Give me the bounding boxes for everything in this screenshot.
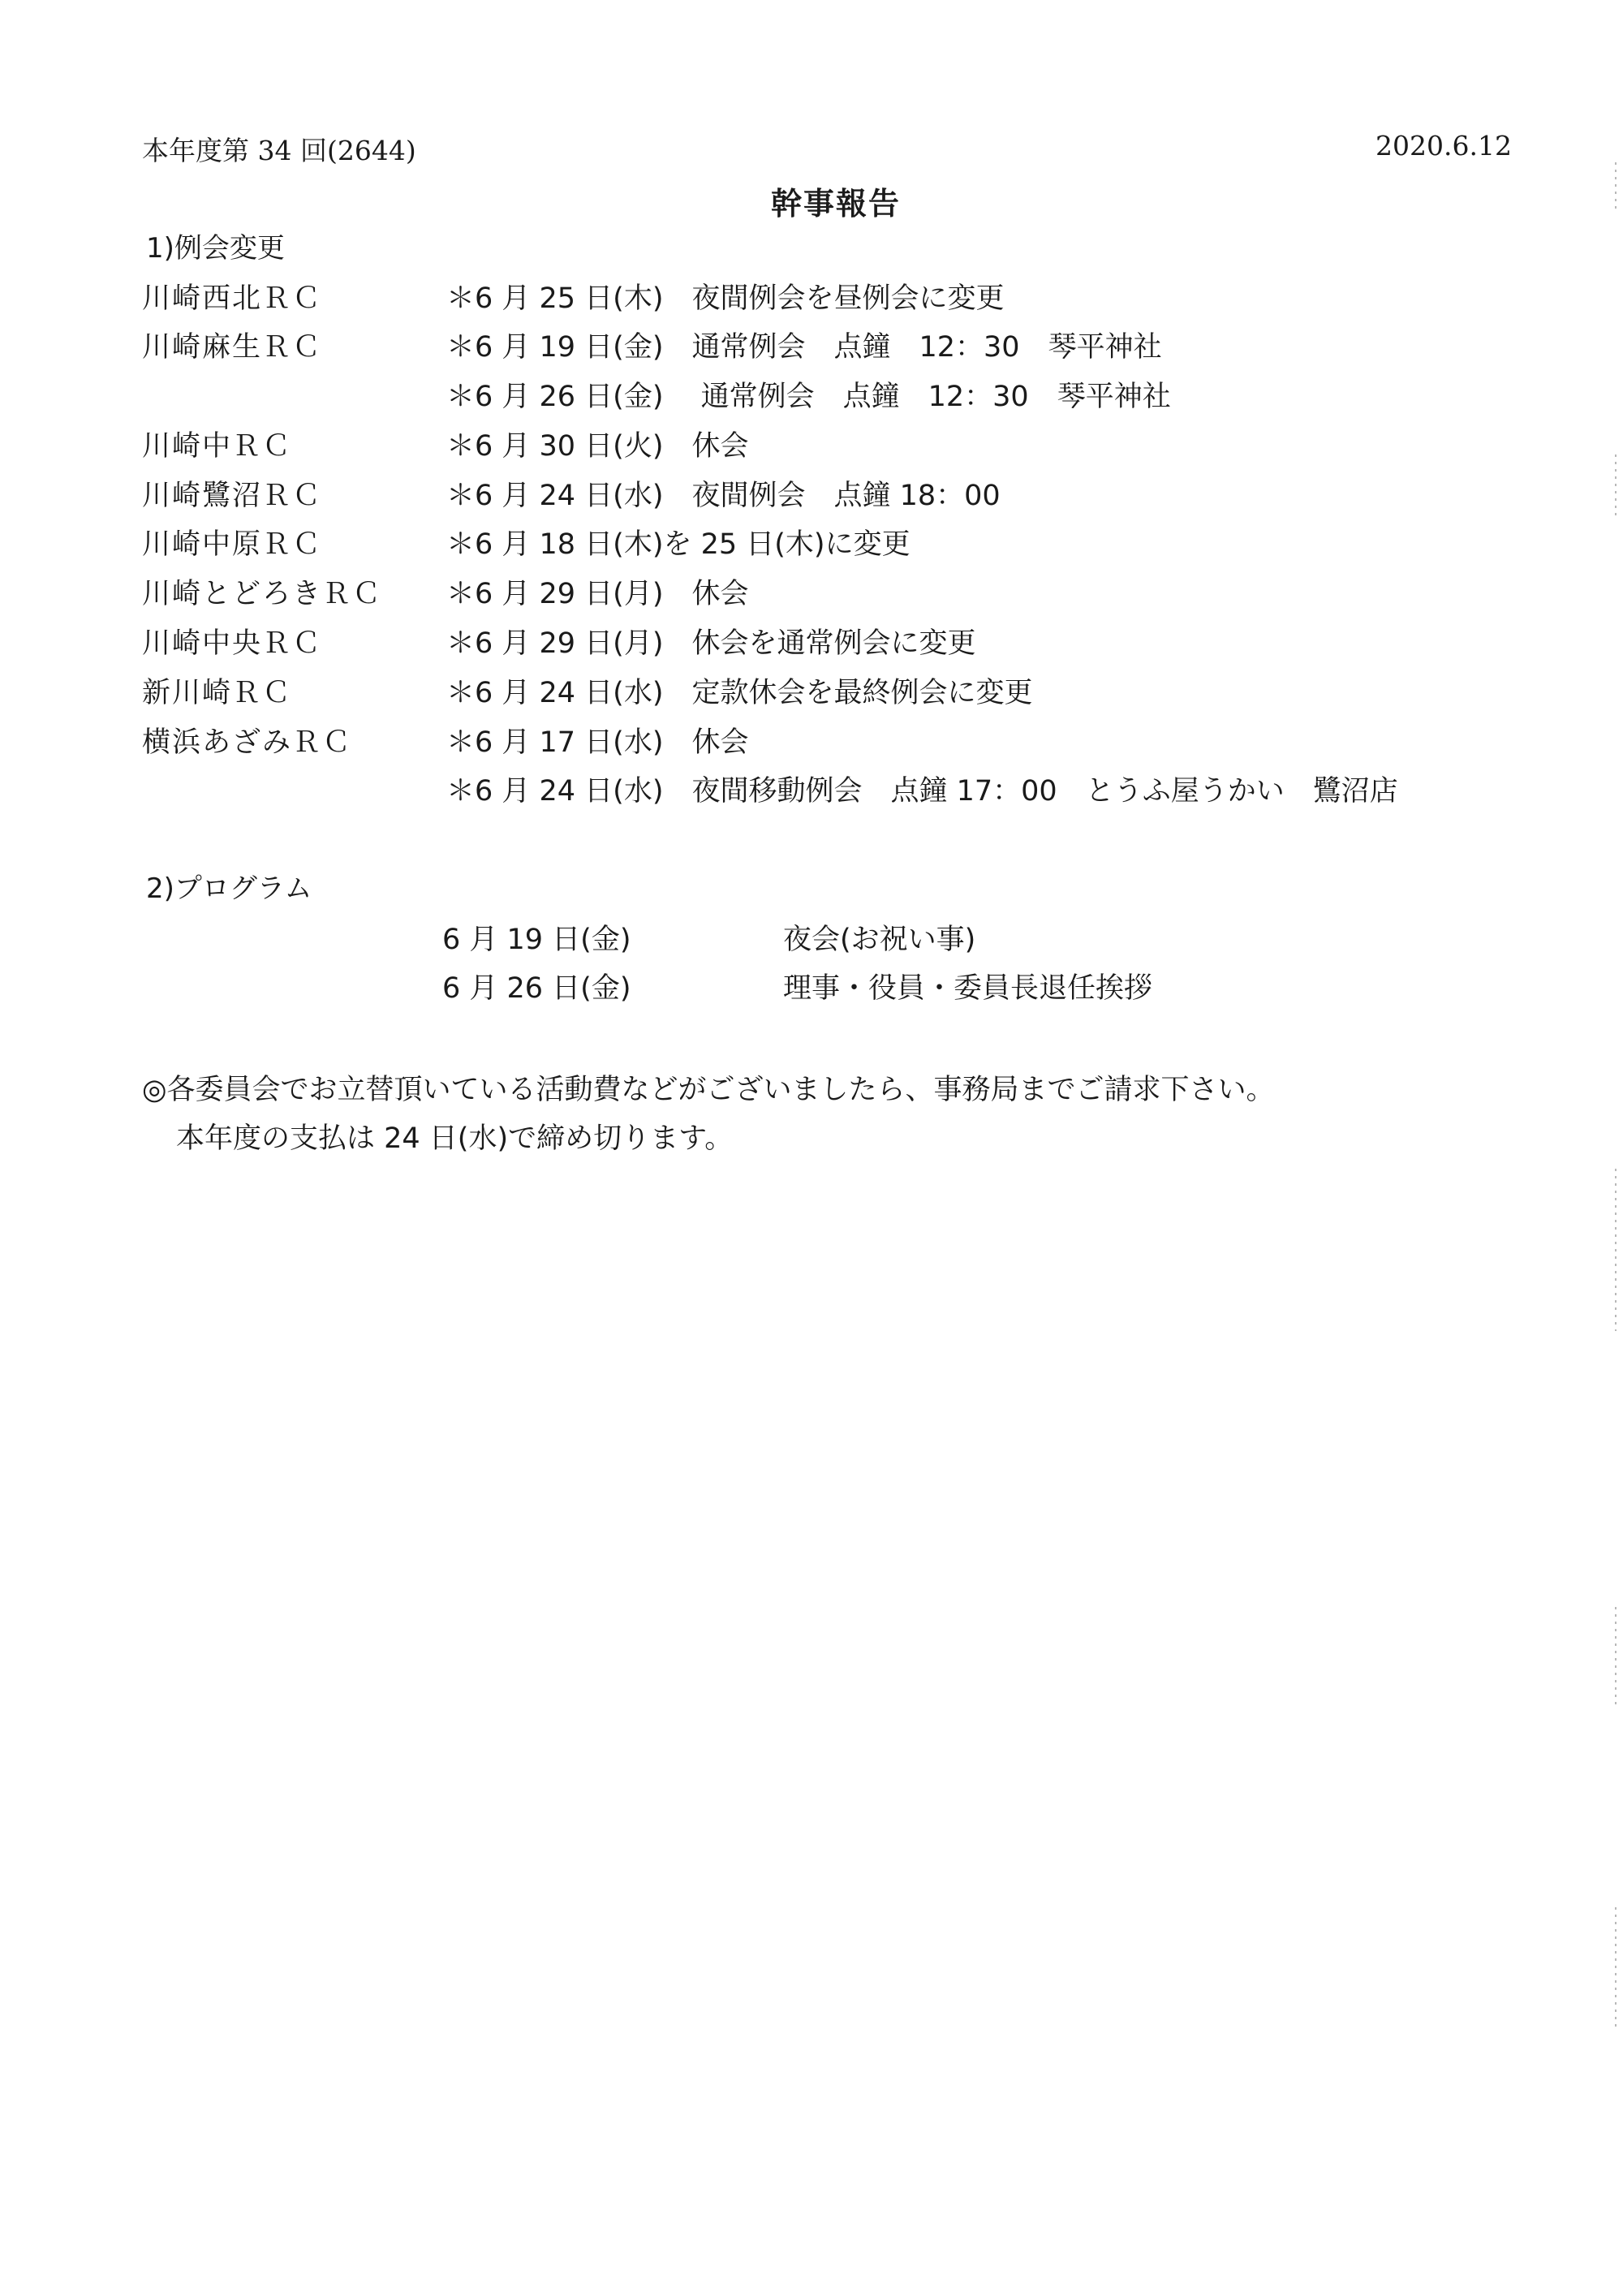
change-detail: ＊6 月 24 日(水) 夜間移動例会 点鐘 17：00 とうふ屋うかい 鷺沼店 xyxy=(446,775,1398,808)
change-detail: ＊6 月 17 日(水) 休会 xyxy=(446,726,749,759)
change-detail: ＊6 月 18 日(木)を 25 日(木)に変更 xyxy=(446,528,911,561)
page-title: 幹事報告 xyxy=(770,186,901,222)
club-name: 川崎中ＲＣ xyxy=(142,430,293,463)
request-note: ◎各委員会でお立替頂いている活動費などがございましたら、事務局までご請求下さい。 xyxy=(142,1074,1275,1106)
scan-edge-mark xyxy=(1615,1907,1617,2029)
program-date: 6 月 19 日(金) xyxy=(442,924,631,956)
scan-edge-mark xyxy=(1615,162,1617,211)
club-name: 横浜あざみＲＣ xyxy=(142,726,353,759)
change-detail: ＊6 月 24 日(水) 定款休会を最終例会に変更 xyxy=(446,677,1033,709)
program-description: 夜会(お祝い事) xyxy=(783,924,976,956)
section-heading-meeting-changes: 1)例会変更 xyxy=(146,232,285,265)
scan-edge-mark xyxy=(1615,1169,1617,1331)
report-date: 2020.6.12 xyxy=(1375,130,1512,162)
section-heading-program: 2)プログラム xyxy=(146,872,312,905)
change-detail: ＊6 月 19 日(金) 通常例会 点鐘 12：30 琴平神社 xyxy=(446,331,1162,364)
club-name: 新川崎ＲＣ xyxy=(142,677,293,709)
club-name: 川崎麻生ＲＣ xyxy=(142,331,323,364)
change-detail: ＊6 月 25 日(木) 夜間例会を昼例会に変更 xyxy=(446,282,1005,315)
program-date: 6 月 26 日(金) xyxy=(442,972,631,1005)
scan-edge-mark xyxy=(1615,454,1617,519)
change-detail: ＊6 月 26 日(金) 通常例会 点鐘 12：30 琴平神社 xyxy=(446,381,1171,413)
scan-edge-mark xyxy=(1615,1607,1617,1704)
payment-deadline-note: 本年度の支払は 24 日(水)で締め切ります。 xyxy=(176,1122,734,1155)
issue-number: 本年度第 34 回(2644) xyxy=(142,135,416,166)
change-detail: ＊6 月 29 日(月) 休会 xyxy=(446,578,749,610)
club-name: 川崎中原ＲＣ xyxy=(142,528,323,561)
club-name: 川崎西北ＲＣ xyxy=(142,282,323,315)
club-name: 川崎鷺沼ＲＣ xyxy=(142,480,323,512)
club-name: 川崎とどろきＲＣ xyxy=(142,578,383,610)
change-detail: ＊6 月 29 日(月) 休会を通常例会に変更 xyxy=(446,627,976,660)
program-description: 理事・役員・委員長退任挨拶 xyxy=(783,972,1153,1005)
change-detail: ＊6 月 30 日(火) 休会 xyxy=(446,430,749,463)
club-name: 川崎中央ＲＣ xyxy=(142,627,323,660)
change-detail: ＊6 月 24 日(水) 夜間例会 点鐘 18：00 xyxy=(446,480,1001,512)
